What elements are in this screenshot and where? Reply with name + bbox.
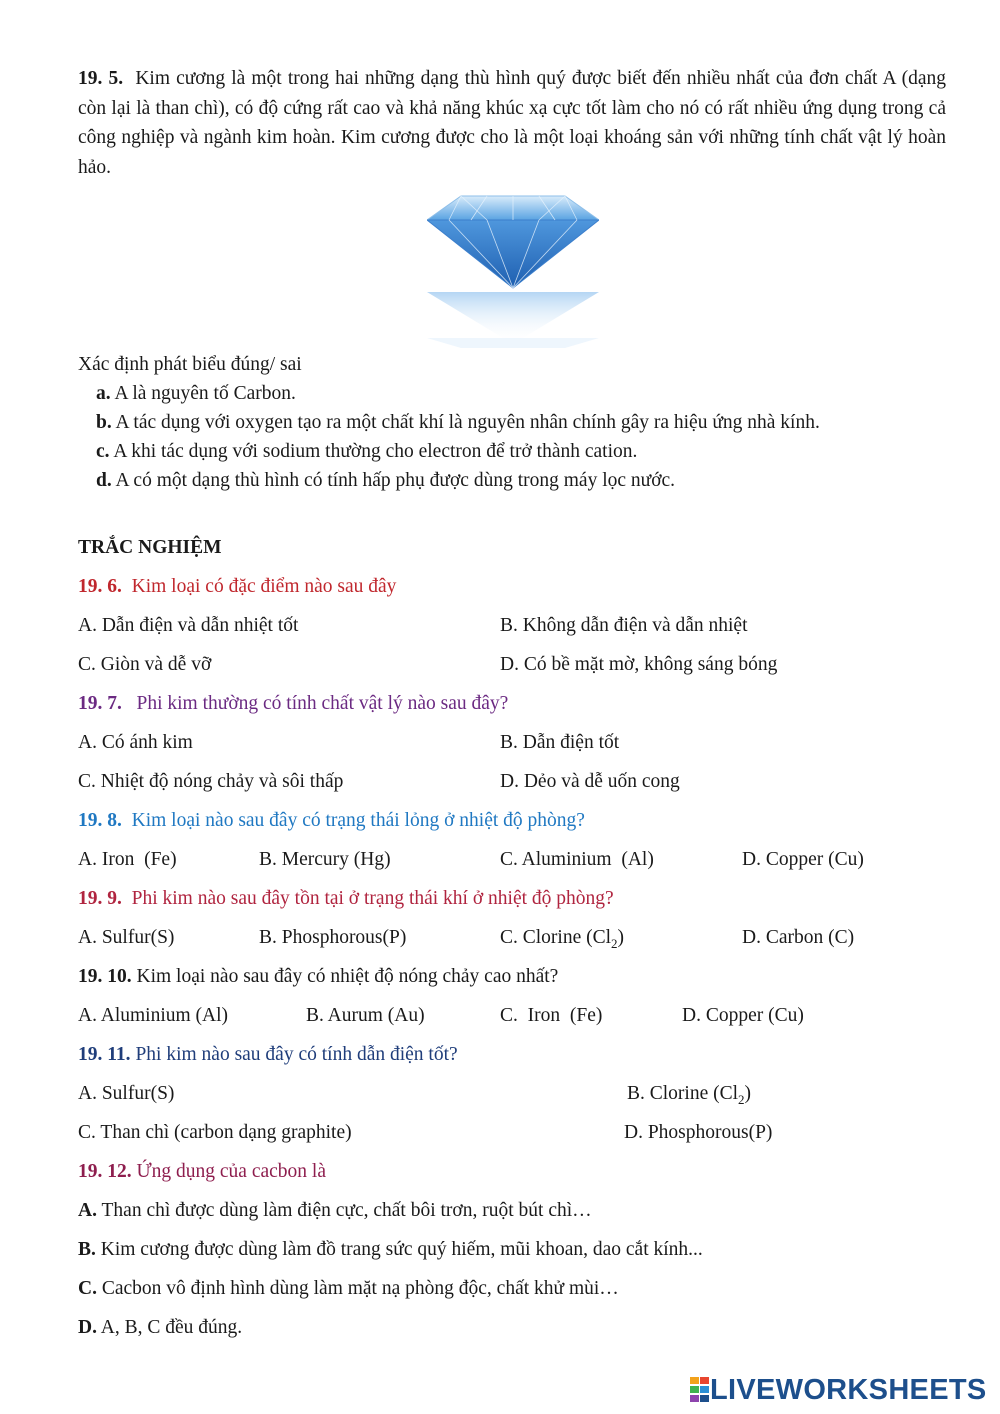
option-d[interactable]: D. Copper (Cu) [682,1005,804,1026]
option-b[interactable]: B. Không dẫn điện và dẫn nhiệt [500,615,748,636]
statement-b: b. A tác dụng với oxygen tạo ra một chất khí là nguyên nhân chính gây ra hiệu ứng nhà kính. [96,412,820,433]
option-b[interactable]: B. Mercury (Hg) [259,849,391,870]
option-c[interactable]: C. Than chì (carbon dạng graphite) [78,1122,352,1143]
option-c[interactable]: C. Giòn và dễ vỡ [78,654,212,675]
option-c[interactable]: C. Clorine $(Cl_2)$ [500,927,625,951]
option-d[interactable]: D. A, B, C đều đúng. [78,1317,243,1338]
option-d[interactable]: D. Copper (Cu) [742,849,864,870]
question-19-8: 19. 8. Kim loại nào sau đây có trạng thái lỏng ở nhiệt độ phòng? [78,810,585,831]
question-19-5-paragraph [78,64,946,182]
option-b[interactable]: B. Kim cương được dùng làm đồ trang sức quý hiếm, mũi khoan, dao cắt kính... [78,1239,703,1260]
option-c[interactable]: C. Aluminium (Al) [500,849,654,870]
statement-a: a. A là nguyên tố Carbon. [96,383,296,404]
option-b[interactable]: B. Clorine $(Cl_2)$ [627,1083,752,1107]
option-a[interactable]: A. Than chì được dùng làm điện cực, chất bôi trơn, ruột bút chì… [78,1200,592,1221]
logo-icon [690,1377,710,1403]
option-b[interactable]: B. Phosphorous(P) [259,927,407,948]
statement-c: c. A khi tác dụng với sodium thường cho electron để trở thành cation. [96,441,638,462]
option-b[interactable]: B. Aurum (Au) [306,1005,425,1026]
question-19-11: 19. 11. Phi kim nào sau đây có tính dẫn điện tốt? [78,1044,458,1065]
option-a[interactable]: A. Iron (Fe) [78,849,177,870]
question-19-6: 19. 6. Kim loại có đặc điểm nào sau đây [78,576,397,597]
option-a[interactable]: A. Aluminium (Al) [78,1005,229,1026]
question-text: Kim cương là một trong hai những dạng thù hình quý được biết đến nhiều nhất của đơn chất A (dạng còn lại là than chì), có độ cứng rất cao và khả năng khúc xạ cực tốt làm cho nó có rất nhiều ứng dụng trong cả công nghiệp và ngành kim hoàn. Kim cương được cho là một loại khoáng sản với những tính chất vật lý hoàn hảo. [78,68,946,178]
question-19-12: 19. 12. Ứng dụng của cacbon là [78,1161,326,1182]
option-b[interactable]: B. Dẫn điện tốt [500,732,620,753]
option-d[interactable]: D. Có bề mặt mờ, không sáng bóng [500,654,778,675]
option-a[interactable]: A. Có ánh kim [78,732,193,753]
question-19-7: 19. 7. Phi kim thường có tính chất vật lý nào sau đây? [78,693,509,714]
option-c[interactable]: C. Cacbon vô định hình dùng làm mặt nạ phòng độc, chất khử mùi… [78,1278,619,1299]
liveworksheets-logo [690,1374,987,1406]
question-19-10: 19. 10. Kim loại nào sau đây có nhiệt độ nóng chảy cao nhất? [78,966,559,987]
logo-text: LIVEWORKSHEETS [710,1373,987,1406]
option-c[interactable]: C. Nhiệt độ nóng chảy và sôi thấp [78,771,344,792]
diamond-image [427,192,599,348]
question-19-9: 19. 9. Phi kim nào sau đây tồn tại ở trạng thái khí ở nhiệt độ phòng? [78,888,614,909]
option-d[interactable]: D. Dẻo và dễ uốn cong [500,771,680,792]
option-a[interactable]: A. Sulfur(S) [78,927,175,948]
statement-d: d. A có một dạng thù hình có tính hấp phụ được dùng trong máy lọc nước. [96,470,676,491]
option-a[interactable]: A. Dẫn điện và dẫn nhiệt tốt [78,615,299,636]
option-a[interactable]: A. Sulfur(S) [78,1083,175,1104]
section-title: TRẮC NGHIỆM [78,537,222,558]
true-false-prompt: Xác định phát biểu đúng/ sai [78,354,302,375]
option-d[interactable]: D. Carbon (C) [742,927,855,948]
option-c[interactable]: C. Iron (Fe) [500,1005,603,1026]
option-d[interactable]: D. Phosphorous(P) [624,1122,773,1143]
question-number: 19. 5. [78,68,124,89]
